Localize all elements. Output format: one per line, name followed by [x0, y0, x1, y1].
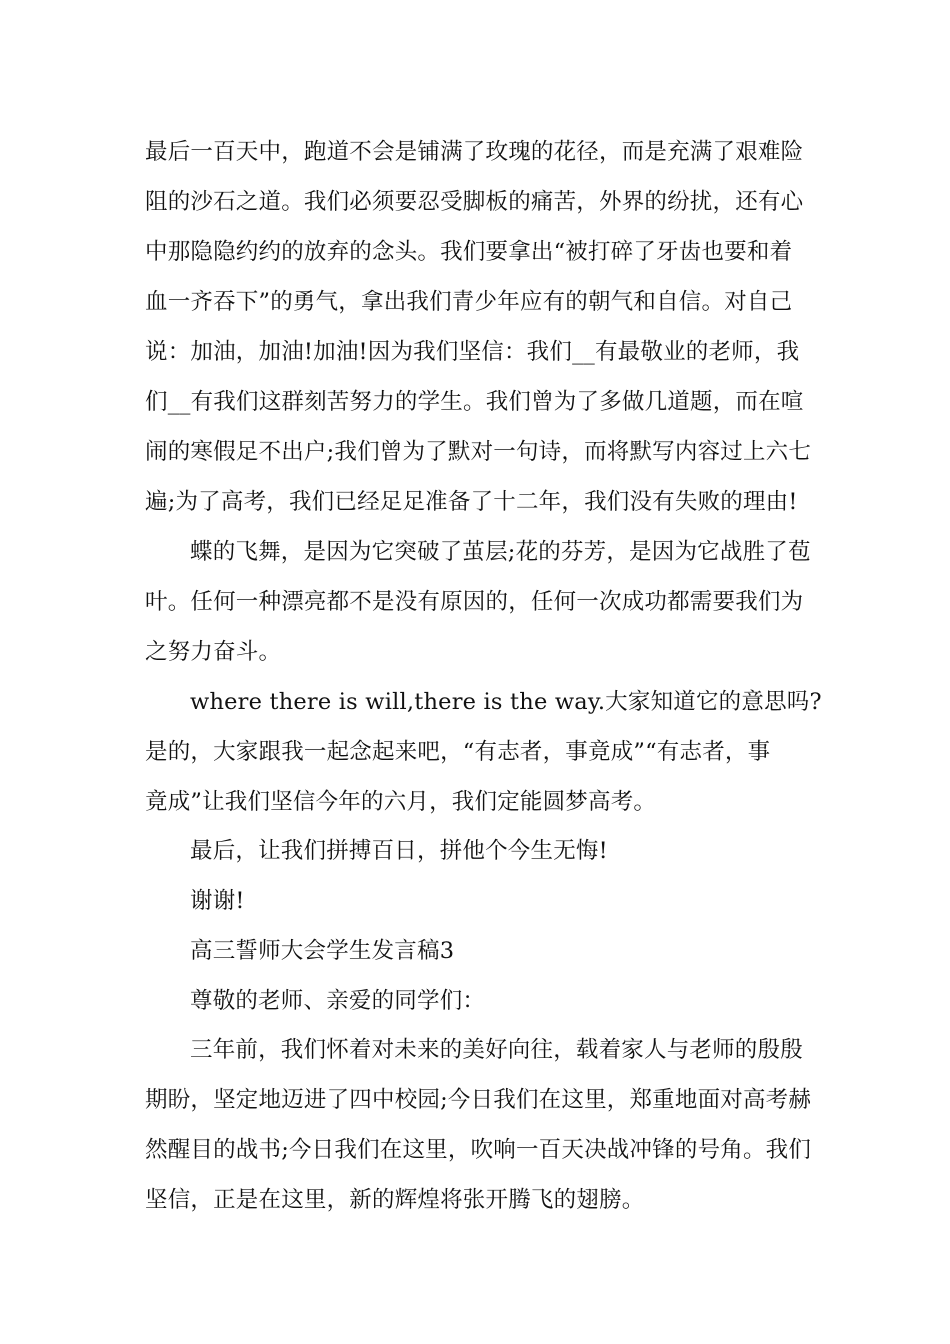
- paragraph-line: 中那隐隐约约的放弃的念头。我们要拿出“被打碎了牙齿也要和着: [145, 239, 793, 265]
- paragraph-line: 遍;为了高考，我们已经足足准备了十二年，我们没有失败的理由!: [145, 489, 798, 515]
- salutation: 尊敬的老师、亲爱的同学们：: [190, 988, 486, 1014]
- paragraph-line: 坚信，正是在这里，新的辉煌将张开腾飞的翅膀。: [145, 1187, 645, 1213]
- paragraph-line: 之努力奋斗。: [145, 639, 282, 665]
- paragraph-line: where there is will,there is the way.大家知道它的意思吗?: [190, 689, 822, 715]
- paragraph-line: 说：加油，加油!加油!因为我们坚信：我们__有最敬业的老师，我: [145, 339, 800, 365]
- paragraph-line: 是的，大家跟我一起念起来吧，“有志者，事竟成”“有志者，事: [145, 739, 771, 765]
- paragraph-line: 闹的寒假足不出户;我们曾为了默对一句诗，而将默写内容过上六七: [145, 439, 812, 465]
- paragraph-line: 然醒目的战书;今日我们在这里，吹响一百天决战冲锋的号角。我们: [145, 1137, 812, 1163]
- paragraph-line: 叶。任何一种漂亮都不是没有原因的，任何一次成功都需要我们为: [145, 589, 804, 615]
- paragraph-line: 三年前，我们怀着对未来的美好向往，载着家人与老师的殷殷: [190, 1037, 803, 1063]
- paragraph-line: 阻的沙石之道。我们必须要忍受脚板的痛苦，外界的纷扰，还有心: [145, 189, 804, 215]
- paragraph-line: 最后，让我们拼搏百日，拼他个今生无悔!: [190, 838, 608, 864]
- paragraph-line: 竟成”让我们坚信今年的六月，我们定能圆梦高考。: [145, 789, 657, 815]
- paragraph-line: 最后一百天中，跑道不会是铺满了玫瑰的花径，而是充满了艰难险: [145, 139, 804, 165]
- section-title: 高三誓师大会学生发言稿3: [190, 938, 455, 964]
- paragraph-line: 谢谢!: [190, 888, 245, 914]
- paragraph-line: 血一齐吞下”的勇气，拿出我们青少年应有的朝气和自信。对自己: [145, 289, 793, 315]
- paragraph-line: 蝶的飞舞，是因为它突破了茧层;花的芬芳，是因为它战胜了苞: [190, 539, 811, 565]
- paragraph-line: 们__有我们这群刻苦努力的学生。我们曾为了多做几道题，而在喧: [145, 389, 804, 415]
- paragraph-line: 期盼，坚定地迈进了四中校园;今日我们在这里，郑重地面对高考赫: [145, 1087, 812, 1113]
